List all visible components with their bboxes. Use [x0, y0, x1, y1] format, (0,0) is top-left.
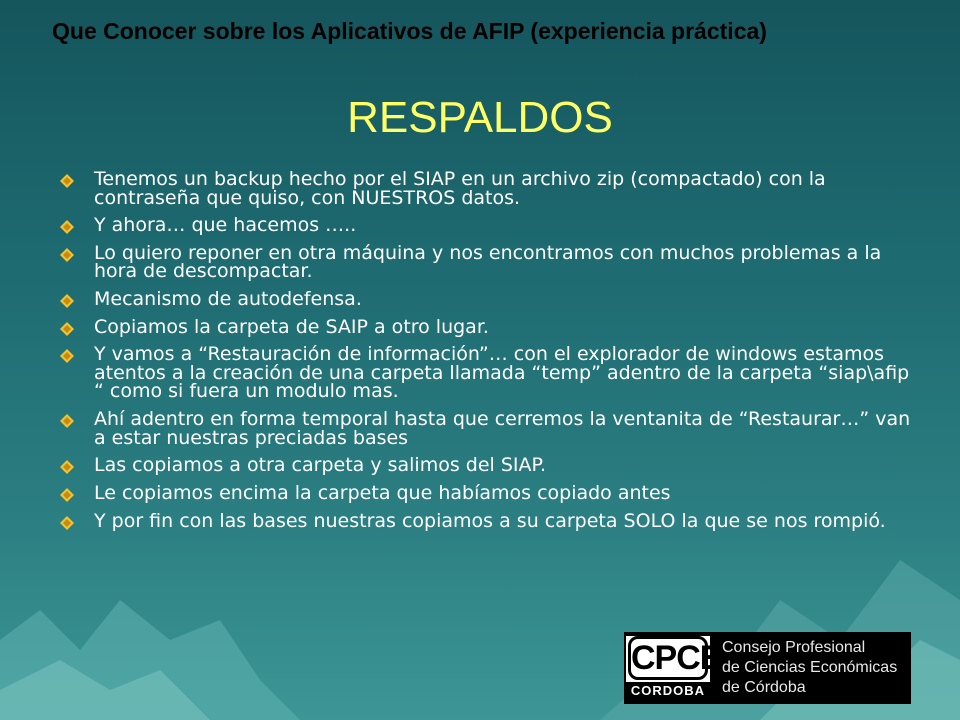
- logo-line: de Córdoba: [722, 679, 806, 696]
- diamond-bullet-icon: [60, 460, 74, 474]
- bullet-text: Le copiamos encima la carpeta que habíamos copiado antes: [94, 481, 671, 504]
- diamond-bullet-icon: [60, 294, 74, 308]
- list-item: [60, 216, 920, 235]
- diamond-bullet-icon: [60, 516, 74, 530]
- diamond-bullet-icon: [60, 414, 74, 428]
- slide-title: RESPALDOS: [347, 93, 613, 142]
- list-item: [60, 345, 920, 401]
- bullet-text: Mecanismo de autodefensa.: [94, 288, 362, 311]
- list-item: [60, 315, 920, 338]
- presentation-title: Que Conocer sobre los Aplicativos de AFIP (experiencia práctica): [52, 18, 767, 44]
- bullet-text: Las copiamos a otra carpeta y salimos del SIAP.: [94, 454, 547, 477]
- bullet-text: Ahí adentro en forma temporal hasta que cerremos la ventanita de “Restaurar…” van a estar nuestras preciadas bases: [94, 408, 911, 449]
- list-item: [60, 241, 920, 283]
- logo-text: [722, 638, 907, 698]
- logo-city: CORDOBA: [626, 682, 710, 700]
- logo-mark: [626, 636, 722, 700]
- list-item: [60, 481, 920, 504]
- bullet-list: [60, 170, 920, 539]
- diamond-bullet-icon: [60, 349, 74, 363]
- list-item: [60, 410, 920, 447]
- bullet-text: Lo quiero reponer en otra máquina y nos encontramos con muchos problemas a la hora de descompactar.: [94, 241, 882, 283]
- bullet-text: Y vamos a “Restauración de información”… con el explorador de windows estamos atentos a la creación de una carpeta llamada “temp” adentro de la carpeta “siap\afip “ como si fuera un modulo mas.: [94, 343, 910, 403]
- bullet-text: Tenemos un backup hecho por el SIAP en un archivo zip (compactado) con la contraseña que quiso, con NUESTROS datos.: [94, 168, 826, 209]
- bullet-text: Copiamos la carpeta de SAIP a otro lugar.: [94, 315, 489, 338]
- diamond-bullet-icon: [60, 322, 74, 336]
- diamond-bullet-icon: [60, 488, 74, 502]
- diamond-bullet-icon: [60, 220, 74, 234]
- bullet-text: Y por fin con las bases nuestras copiamos a su carpeta SOLO la que se nos rompió.: [94, 509, 886, 532]
- logo-line: Consejo Profesional: [722, 639, 866, 656]
- diamond-bullet-icon: [60, 248, 74, 262]
- list-item: [60, 170, 920, 207]
- list-item: [60, 456, 920, 475]
- list-item: [60, 290, 920, 309]
- list-item: [60, 509, 920, 532]
- diamond-bullet-icon: [60, 174, 74, 188]
- bullet-text: Y ahora… que hacemos …..: [94, 214, 357, 237]
- logo-line: de Ciencias Económicas: [722, 659, 898, 676]
- logo-letters: CPCE: [628, 636, 708, 680]
- cpce-logo: [624, 632, 911, 704]
